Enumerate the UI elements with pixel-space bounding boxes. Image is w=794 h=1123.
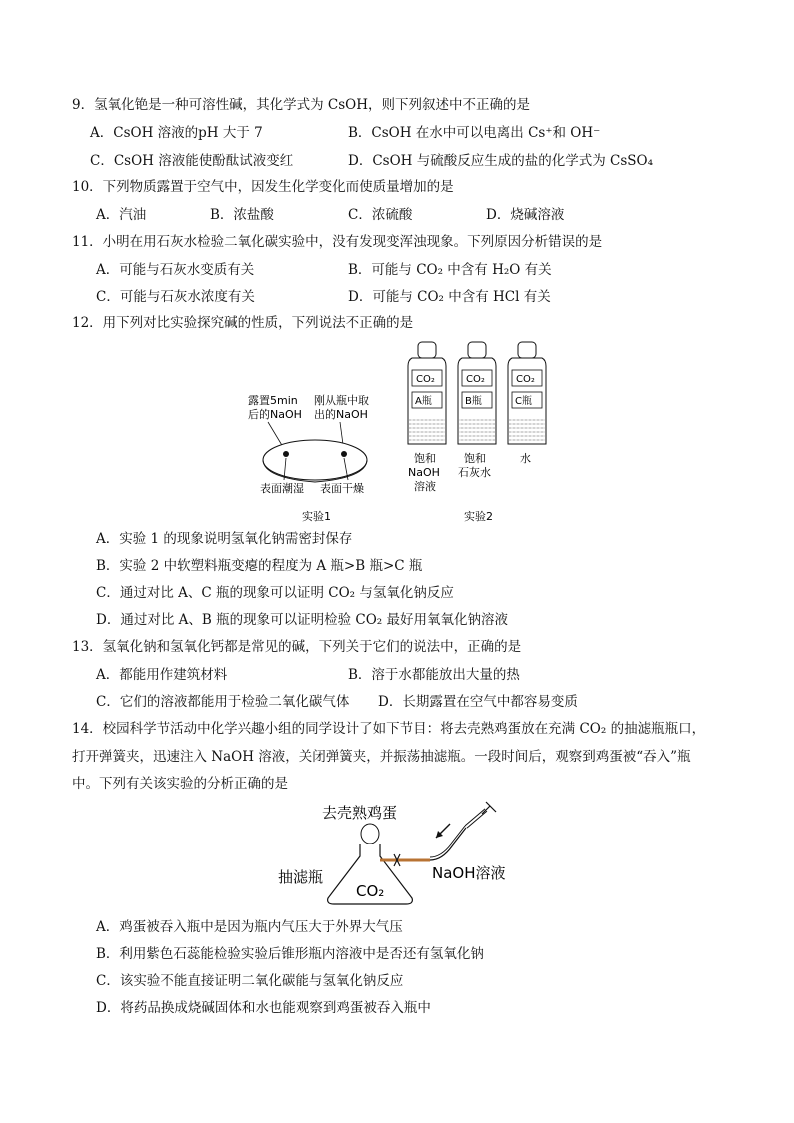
bottle-b [458,342,496,444]
bottle-a-liquid-1: 饱和 [414,452,436,465]
egg-label: 去壳熟鸡蛋 [322,804,398,822]
q13-option-a: A．都能用作建筑材料 [96,667,228,683]
egg [361,824,379,844]
dry-naoh-pellet [341,451,347,457]
fig1-bottom-right: 表面干燥 [320,482,364,495]
q11-option-b: B．可能与 CO₂ 中含有 H₂O 有关 [348,262,552,278]
fig1-caption: 实验1 [302,510,331,523]
q11-option-d: D．可能与 CO₂ 中含有 HCl 有关 [348,289,551,305]
bottle-c-gas: CO₂ [516,374,535,385]
bottle-a-name: A瓶 [415,396,432,407]
q12-option-a: A．实验 1 的现象说明氢氧化钠需密封保存 [96,531,353,547]
bottle-b-liquid-2: 石灰水 [458,466,491,479]
q13-option-c: C．它们的溶液都能用于检验二氧化碳气体 [96,694,350,710]
q14-option-c: C．该实验不能直接证明二氧化碳能与氢氧化钠反应 [96,973,404,989]
syringe [466,802,496,827]
bottle-c-name: C瓶 [515,396,532,407]
damp-naoh-pellet [283,451,289,457]
q9-stem: 9．氢氧化铯是一种可溶性碱，其化学式为 CsOH，则下列叙述中不正确的是 [72,97,530,113]
q11-option-c: C．可能与石灰水浓度有关 [96,289,255,305]
bottle-a-liquid-3: 溶液 [414,480,436,493]
q14-option-d: D．将药品换成烧碱固体和水也能观察到鸡蛋被吞入瓶中 [96,1000,431,1016]
q10-option-d: D．烧碱溶液 [486,207,565,223]
q10-option-a: A．汽油 [96,207,147,223]
q14-stem-1: 14．校园科学节活动中化学兴趣小组的同学设计了如下节目：将去壳熟鸡蛋放在充满 CO₂ 的抽滤瓶瓶口， [72,721,706,737]
bottle-a [408,342,446,444]
fig1-right-label-1: 刚从瓶中取 [314,394,369,407]
fig1-bottom-left: 表面潮湿 [260,482,304,495]
experiment-1-figure [240,388,390,528]
syringe-label: NaOH溶液 [432,864,506,882]
q9-option-d: D．CsOH 与硫酸反应生成的盐的化学式为 CsSO₄ [348,153,653,169]
q12-option-b: B．实验 2 中软塑料瓶变瘪的程度为 A 瓶>B 瓶>C 瓶 [96,558,423,574]
q13-option-d: D．长期露置在空气中都容易变质 [378,694,578,710]
bottle-c [508,342,546,444]
watch-glass [263,440,367,482]
bottle-b-gas: CO₂ [466,374,485,385]
flask-label: 抽滤瓶 [278,868,324,886]
q13-stem: 13．氢氧化钠和氢氧化钙都是常见的碱，下列关于它们的说法中，正确的是 [72,639,522,655]
q12-option-d: D．通过对比 A、B 瓶的现象可以证明检验 CO₂ 最好用氧氧化钠溶液 [96,612,508,628]
bottle-c-liquid-1: 水 [520,452,531,465]
q12-option-c: C．通过对比 A、C 瓶的现象可以证明 CO₂ 与氢氧化钠反应 [96,585,454,601]
fig1-left-label-1: 露置5min [248,394,298,407]
q11-stem: 11．小明在用石灰水检验二氧化碳实验中，没有发现变浑浊现象。下列原因分析错误的是 [72,234,603,250]
experiment-2-figure [398,338,558,530]
bottle-a-liquid-2: NaOH [408,466,440,479]
q9-option-b: B．CsOH 在水中可以电离出 Cs⁺和 OH⁻ [348,125,601,141]
q14-stem-3: 中。下列有关该实验的分析正确的是 [72,776,288,792]
fig1-left-label-2: 后的NaOH [248,408,302,421]
egg-flask-figure [270,798,530,910]
bottle-a-gas: CO₂ [416,374,435,385]
bottle-b-name: B瓶 [465,396,482,407]
q9-option-c: C．CsOH 溶液能使酚酞试液变红 [90,153,294,169]
q10-option-c: C．浓硫酸 [348,207,413,223]
flask-gas-label: CO₂ [356,882,385,900]
q11-option-a: A．可能与石灰水变质有关 [96,262,255,278]
q13-option-b: B．溶于水都能放出大量的热 [348,667,520,683]
bottle-b-liquid-1: 饱和 [464,452,486,465]
q14-stem-2: 打开弹簧夹，迅速注入 NaOH 溶液，关闭弹簧夹，并振荡抽滤瓶。一段时间后，观察到鸡蛋被“吞入”瓶 [72,749,691,765]
q14-option-b: B．利用紫色石蕊能检验实验后锥形瓶内溶液中是否还有氢氧化钠 [96,946,484,962]
q14-option-a: A．鸡蛋被吞入瓶中是因为瓶内气压大于外界大气压 [96,919,403,935]
fig1-right-label-2: 出的NaOH [314,408,368,421]
q10-stem: 10．下列物质露置于空气中，因发生化学变化而使质量增加的是 [72,179,454,195]
q9-option-a: A．CsOH 溶液的pH 大于 7 [90,125,263,141]
q12-stem: 12．用下列对比实验探究碱的性质，下列说法不正确的是 [72,315,414,331]
fig2-caption: 实验2 [464,510,493,523]
q10-option-b: B．浓盐酸 [210,207,274,223]
